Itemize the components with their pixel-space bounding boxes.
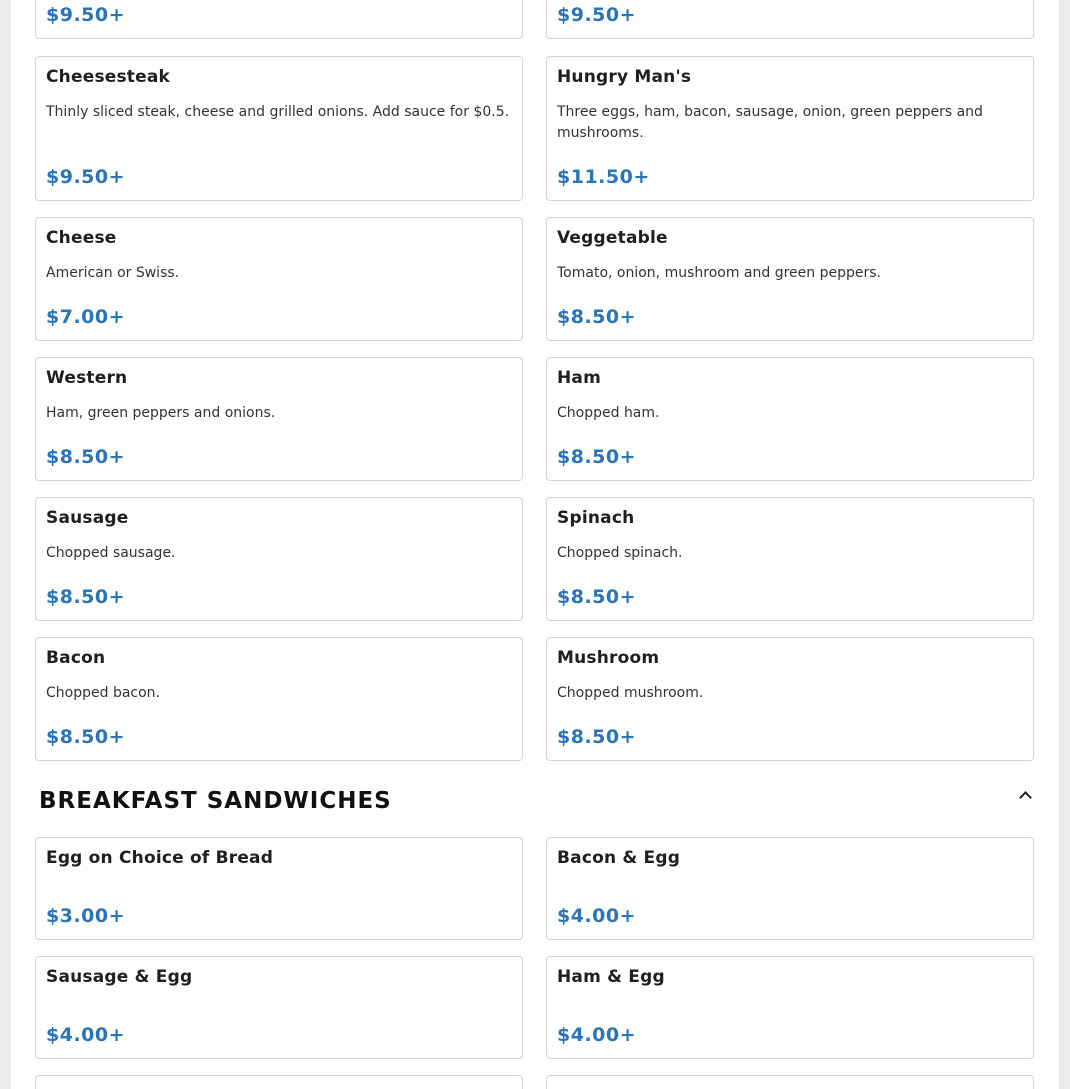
menu-item-name: Ham — [557, 368, 602, 388]
menu-item-price: $8.50+ — [46, 726, 126, 748]
menu-item-card-veggetable[interactable] — [546, 217, 1034, 341]
menu-item-description: Thinly sliced steak, cheese and grilled onions. Add sauce for $0.5. — [46, 104, 510, 120]
menu-item-name: Cheesesteak — [46, 67, 171, 87]
menu-item-price: $8.50+ — [557, 446, 637, 468]
menu-item-description: Ham, green peppers and onions. — [46, 405, 276, 421]
menu-item-name: Mushroom — [557, 648, 660, 668]
chevron-up-icon — [1019, 791, 1032, 804]
section-title-breakfast-sandwiches: BREAKFAST SANDWICHES — [39, 788, 392, 814]
menu-item-name: Egg on Choice of Bread — [46, 848, 274, 868]
menu-item-price: $4.00+ — [557, 905, 637, 927]
menu-item-card-bacon-egg[interactable] — [546, 837, 1034, 940]
menu-item-card-ham[interactable] — [546, 357, 1034, 481]
menu-item-price: $8.50+ — [557, 306, 637, 328]
menu-item-description: Chopped spinach. — [557, 545, 683, 561]
omelette-grid-row-3 — [35, 357, 1034, 481]
menu-item-name: Sausage — [46, 508, 129, 528]
menu-item-name: Cheese — [46, 228, 117, 248]
menu-item-card-bacon[interactable] — [35, 637, 523, 761]
menu-item-card-sausage-egg[interactable] — [35, 956, 523, 1059]
menu-item-description: American or Swiss. — [46, 265, 180, 281]
menu-item-card[interactable] — [546, 0, 1034, 39]
menu-item-description: Three eggs, ham, bacon, sausage, onion, green peppers and mushrooms. — [557, 104, 983, 141]
section-collapse-button[interactable] — [1015, 785, 1035, 805]
menu-item-price: $9.50+ — [46, 4, 126, 26]
menu-item-description: Tomato, onion, mushroom and green peppers. — [557, 265, 881, 281]
menu-item-price: $4.00+ — [557, 1024, 637, 1046]
menu-item-card-sausage[interactable] — [35, 497, 523, 621]
menu-item-price: $8.50+ — [557, 726, 637, 748]
menu-item-description: Chopped ham. — [557, 405, 660, 421]
menu-item-card-egg-on-bread[interactable] — [35, 837, 523, 940]
menu-item-card-hungry-mans[interactable] — [546, 56, 1034, 201]
menu-item-price: $3.00+ — [46, 905, 126, 927]
menu-item-name: Western — [46, 368, 128, 388]
sandwich-grid-row-2 — [35, 956, 1034, 1059]
menu-item-price: $8.50+ — [46, 446, 126, 468]
menu-item-card-cheese[interactable] — [35, 217, 523, 341]
menu-item-price: $9.50+ — [46, 166, 126, 188]
menu-item-name: Bacon — [46, 648, 106, 668]
omelette-grid-row-5 — [35, 637, 1034, 761]
menu-item-card-ham-egg[interactable] — [546, 956, 1034, 1059]
omelette-grid-row-2 — [35, 217, 1034, 341]
sandwich-grid-row-1 — [35, 837, 1034, 940]
menu-item-card-spinach[interactable] — [546, 497, 1034, 621]
menu-item-name: Bacon & Egg — [557, 848, 681, 868]
menu-item-card[interactable] — [546, 1075, 1034, 1089]
menu-item-price: $7.00+ — [46, 306, 126, 328]
menu-item-name: Veggetable — [557, 228, 668, 248]
menu-item-card-mushroom[interactable] — [546, 637, 1034, 761]
menu-page — [11, 0, 1059, 1089]
menu-item-name: Sausage & Egg — [46, 967, 193, 987]
menu-item-price: $11.50+ — [557, 166, 650, 188]
menu-item-price: $4.00+ — [46, 1024, 126, 1046]
sandwich-grid-row-3 — [35, 1075, 1034, 1089]
menu-item-card-western[interactable] — [35, 357, 523, 481]
menu-item-name: Hungry Man's — [557, 67, 692, 87]
menu-item-card[interactable] — [35, 0, 523, 39]
menu-item-description: Chopped bacon. — [46, 685, 160, 701]
menu-item-card-cheesesteak[interactable] — [35, 56, 523, 201]
omelette-grid-row-4 — [35, 497, 1034, 621]
menu-item-description: Chopped sausage. — [46, 545, 176, 561]
menu-item-price: $9.50+ — [557, 4, 637, 26]
omelette-grid-row-0 — [35, 0, 1034, 39]
menu-item-name: Ham & Egg — [557, 967, 665, 987]
omelette-grid-row-1 — [35, 56, 1034, 201]
menu-item-price: $8.50+ — [46, 586, 126, 608]
menu-item-price: $8.50+ — [557, 586, 637, 608]
menu-item-card[interactable] — [35, 1075, 523, 1089]
menu-item-name: Spinach — [557, 508, 635, 528]
menu-item-description: Chopped mushroom. — [557, 685, 704, 701]
